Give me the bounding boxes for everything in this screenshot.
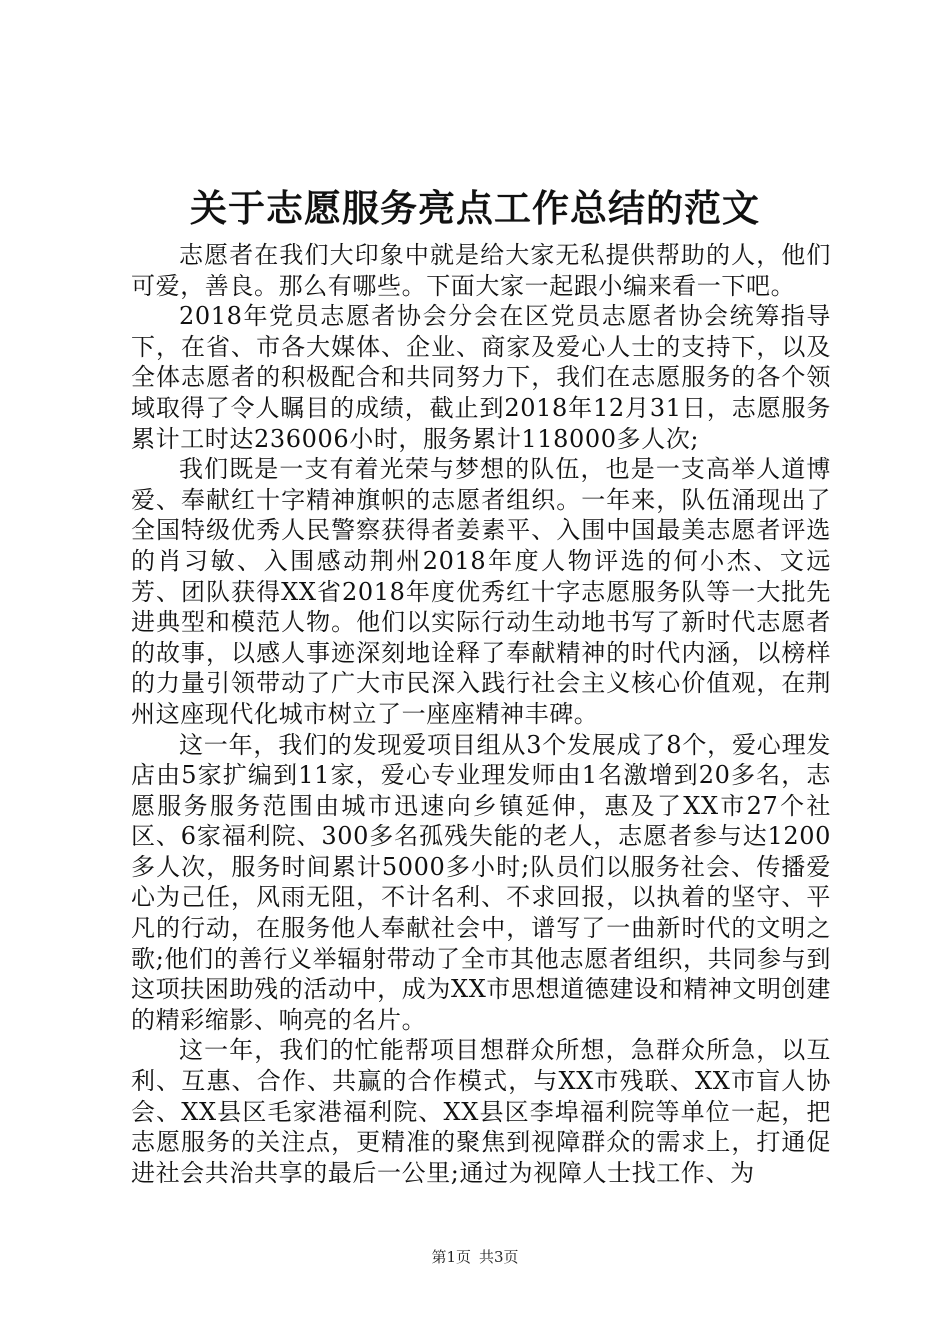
- document-body: [131, 240, 831, 1188]
- page-footer: [0, 1247, 950, 1267]
- paragraph-2018-summary: 2018年党员志愿者协会分会在区党员志愿者协会统筹指导下，在省、市各大媒体、企业、商家及爱心人士的支持下，以及全体志愿者的积极配合和共同努力下，我们在志愿服务的各个领域取得了令人瞩目的成绩，截止到2018年12月31日，志愿服务累计工时达236006小时，服务累计118000多人次;: [131, 302, 831, 453]
- paragraph-help-project: 这一年，我们的忙能帮项目想群众所想，急群众所急，以互利、互惠、合作、共赢的合作模式，与XX市残联、XX市盲人协会、XX县区毛家港福利院、XX县区李埠福利院等单位一起，把志愿服务的关注点，更精准的聚焦到视障群众的需求上，打通促进社会共治共享的最后一公里;通过为视障人士找工作、为: [131, 1036, 831, 1187]
- paragraph-love-project: 这一年，我们的发现爱项目组从3个发展成了8个，爱心理发店由5家扩编到11家，爱心专业理发师由1名激增到20多名，志愿服务服务范围由城市迅速向乡镇延伸，惠及了XX市27个社区、6家福利院、300多名孤残失能的老人，志愿者参与达1200多人次，服务时间累计5000多小时;队员们以服务社会、传播爱心为己任，风雨无阻，不计名利、不求回报，以执着的坚守、平凡的行动，在服务他人奉献社会中，谱写了一曲新时代的文明之歌;他们的善行义举辐射带动了全市其他志愿者组织，共同参与到这项扶困助残的活动中，成为XX市思想道德建设和精神文明创建的精彩缩影、响亮的名片。: [131, 730, 831, 1034]
- page-total: 共3页: [479, 1248, 519, 1266]
- document-title: 关于志愿服务亮点工作总结的范文: [190, 186, 760, 230]
- page-number: 第1页: [431, 1248, 471, 1266]
- paragraph-team-honors: 我们既是一支有着光荣与梦想的队伍，也是一支高举人道博爱、奉献红十字精神旗帜的志愿者组织。一年来，队伍涌现出了全国特级优秀人民警察获得者姜素平、入围中国最美志愿者评选的肖习敏、入围感动荆州2018年度人物评选的何小杰、文远芳、团队获得XX省2018年度优秀红十字志愿服务队等一大批先进典型和模范人物。他们以实际行动生动地书写了新时代志愿者的故事，以感人事迹深刻地诠释了奉献精神的时代内涵，以榜样的力量引领带动了广大市民深入践行社会主义核心价值观，在荆州这座现代化城市树立了一座座精神丰碑。: [131, 455, 831, 728]
- paragraph-intro: 志愿者在我们大印象中就是给大家无私提供帮助的人，他们可爱，善良。那么有哪些。下面大家一起跟小编来看一下吧。: [131, 241, 831, 300]
